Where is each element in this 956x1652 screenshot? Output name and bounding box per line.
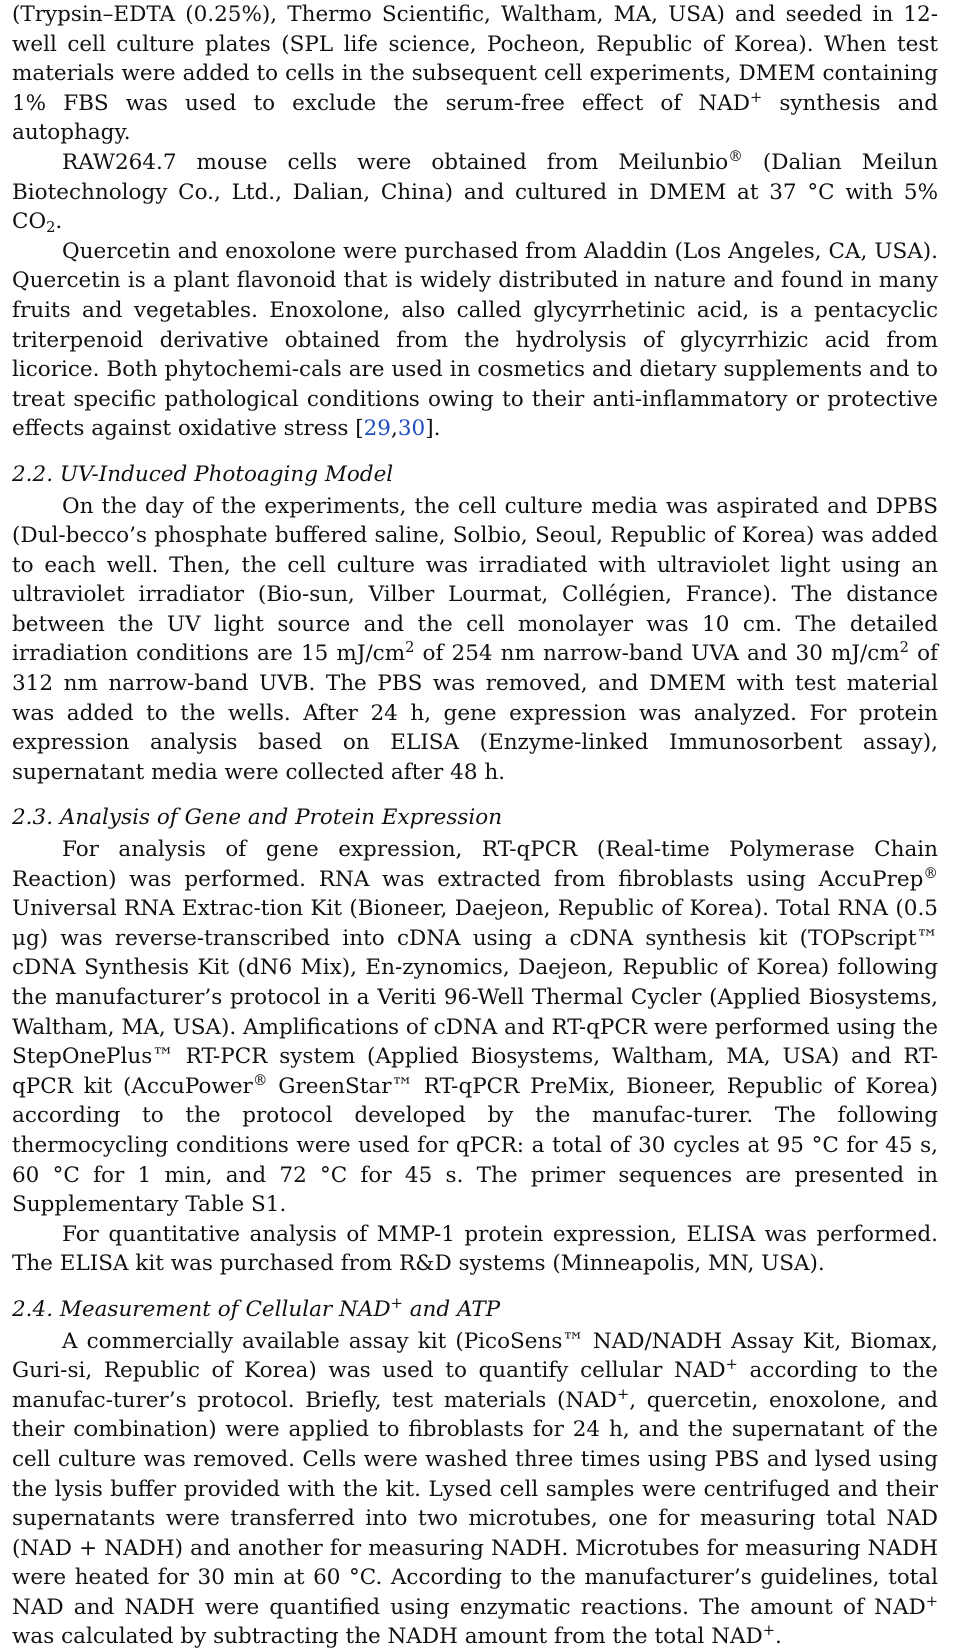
section-heading-uv-photoaging: 2.2. UV-Induced Photoaging Model [12,461,394,487]
paragraph-quercetin-enoxolone: Quercetin and enoxolone were purchased from Aladdin (Los Angeles, CA, USA). Quercetin is a plant flavonoid that is widely distributed in nature and found in many fruits and vegetables. Enoxolone, also called glycyrrhetinic acid, is a pentacyclic triterpenoid derivative obtained from the hydrolysis of glycyrrhizic acid from licorice. Both phytochemi-cals are used in cosmetics and dietary supplements and to treat specific pathological conditions owing to their anti-inflammatory or protective effects against oxidative stress [29,30]. [12,238,938,442]
citation-link-30[interactable]: 30 [397,416,426,442]
paragraph-nad-measurement: A commercially available assay kit (PicoSens™ NAD/NADH Assay Kit, Biomax, Guri-si, Republic of Korea) was used to quantify cellular NAD+ according to the manufac-turer’s protocol. Briefly, test materials (NAD+, quercetin, enoxolone, and their combination) were applied to fibroblasts for 24 h, and the supernatant of the cell culture was removed. Cells were washed three times using PBS and lysed using the lysis buffer provided with the kit. Lysed cell samples were centrifuged and their supernatants were transferred into two microtubes, one for measuring total NAD (NAD + NADH) and another for measuring NADH. Microtubes for measuring NADH were heated for 30 min at 60 °C. According to the manufacturer’s guidelines, total NAD and NADH were quantified using enzymatic reactions. The amount of NAD+ was calculated by subtracting the NADH amount from the total NAD+. [12,1328,938,1650]
paragraph-cell-culture-end: (Trypsin–EDTA (0.25%), Thermo Scientific, Waltham, MA, USA) and seeded in 12-well cell culture plates (SPL life science, Pocheon, Republic of Korea). When test materials were added to cells in the subsequent cell experiments, DMEM containing 1% FBS was used to exclude the serum-free effect of NAD+ synthesis and autophagy. [12,2,939,146]
paragraph-mmp1-elisa: For quantitative analysis of MMP-1 protein expression, ELISA was performed. The ELISA kit was purchased from R&D systems (Minneapolis, MN, USA). [12,1221,938,1277]
paragraph-gene-expression: For analysis of gene expression, RT-qPCR (Real-time Polymerase Chain Reaction) was performed. RNA was extracted from fibroblasts using AccuPrep® Universal RNA Extrac-tion Kit (Bioneer, Daejeon, Republic of Korea). Total RNA (0.5 μg) was reverse-transcribed into cDNA using a cDNA synthesis kit (TOPscript™ cDNA Synthesis Kit (dN6 Mix), En-zynomics, Daejeon, Republic of Korea) following the manufacturer’s protocol in a Veriti 96-Well Thermal Cycler (Applied Biosystems, Waltham, MA, USA). Amplifications of cDNA and RT-qPCR were performed using the StepOnePlus™ RT-PCR system (Applied Biosystems, Waltham, MA, USA) and RT-qPCR kit (AccuPower® GreenStar™ RT-qPCR PreMix, Bioneer, Republic of Korea) according to the protocol developed by the manufac-turer. The following thermocycling conditions were used for qPCR: a total of 30 cycles at 95 °C for 45 s, 60 °C for 1 min, and 72 °C for 45 s. The primer sequences are presented in Supplementary Table S1. [12,837,938,1218]
citation-link-29[interactable]: 29 [363,416,391,442]
section-heading-nad-atp: 2.4. Measurement of Cellular NAD+ and ATP [12,1294,501,1322]
paragraph-raw264-cells: RAW264.7 mouse cells were obtained from Meilunbio® (Dalian Meilun Biotechnology Co., Ltd., Dalian, China) and cultured in DMEM at 37 °C with 5% $CO_2$. [12,147,938,236]
section-heading-gene-protein-expression: 2.3. Analysis of Gene and Protein Expression [12,805,503,831]
paragraph-uv-model: On the day of the experiments, the cell culture media was aspirated and DPBS (Dul-becco’s phosphate buffered saline, Solbio, Seoul, Republic of Korea) was added to each well. Then, the cell culture was irradiated with ultraviolet light using an ultraviolet irradiator (Bio-sun, Vilber Lourmat, Collégien, France). The distance between the UV light source and the cell monolayer was 10 cm. The detailed irradiation conditions are 15 $mJ/cm^2$ of 254 nm narrow-band UVA and 30 $mJ/cm^2$ of 312 nm narrow-band UVB. The PBS was removed, and DMEM with test material was added to the wells. After 24 h, gene expression was analyzed. For protein expression analysis based on ELISA (Enzyme-linked Immunosorbent assay), supernatant media were collected after 48 h. [12,493,938,785]
